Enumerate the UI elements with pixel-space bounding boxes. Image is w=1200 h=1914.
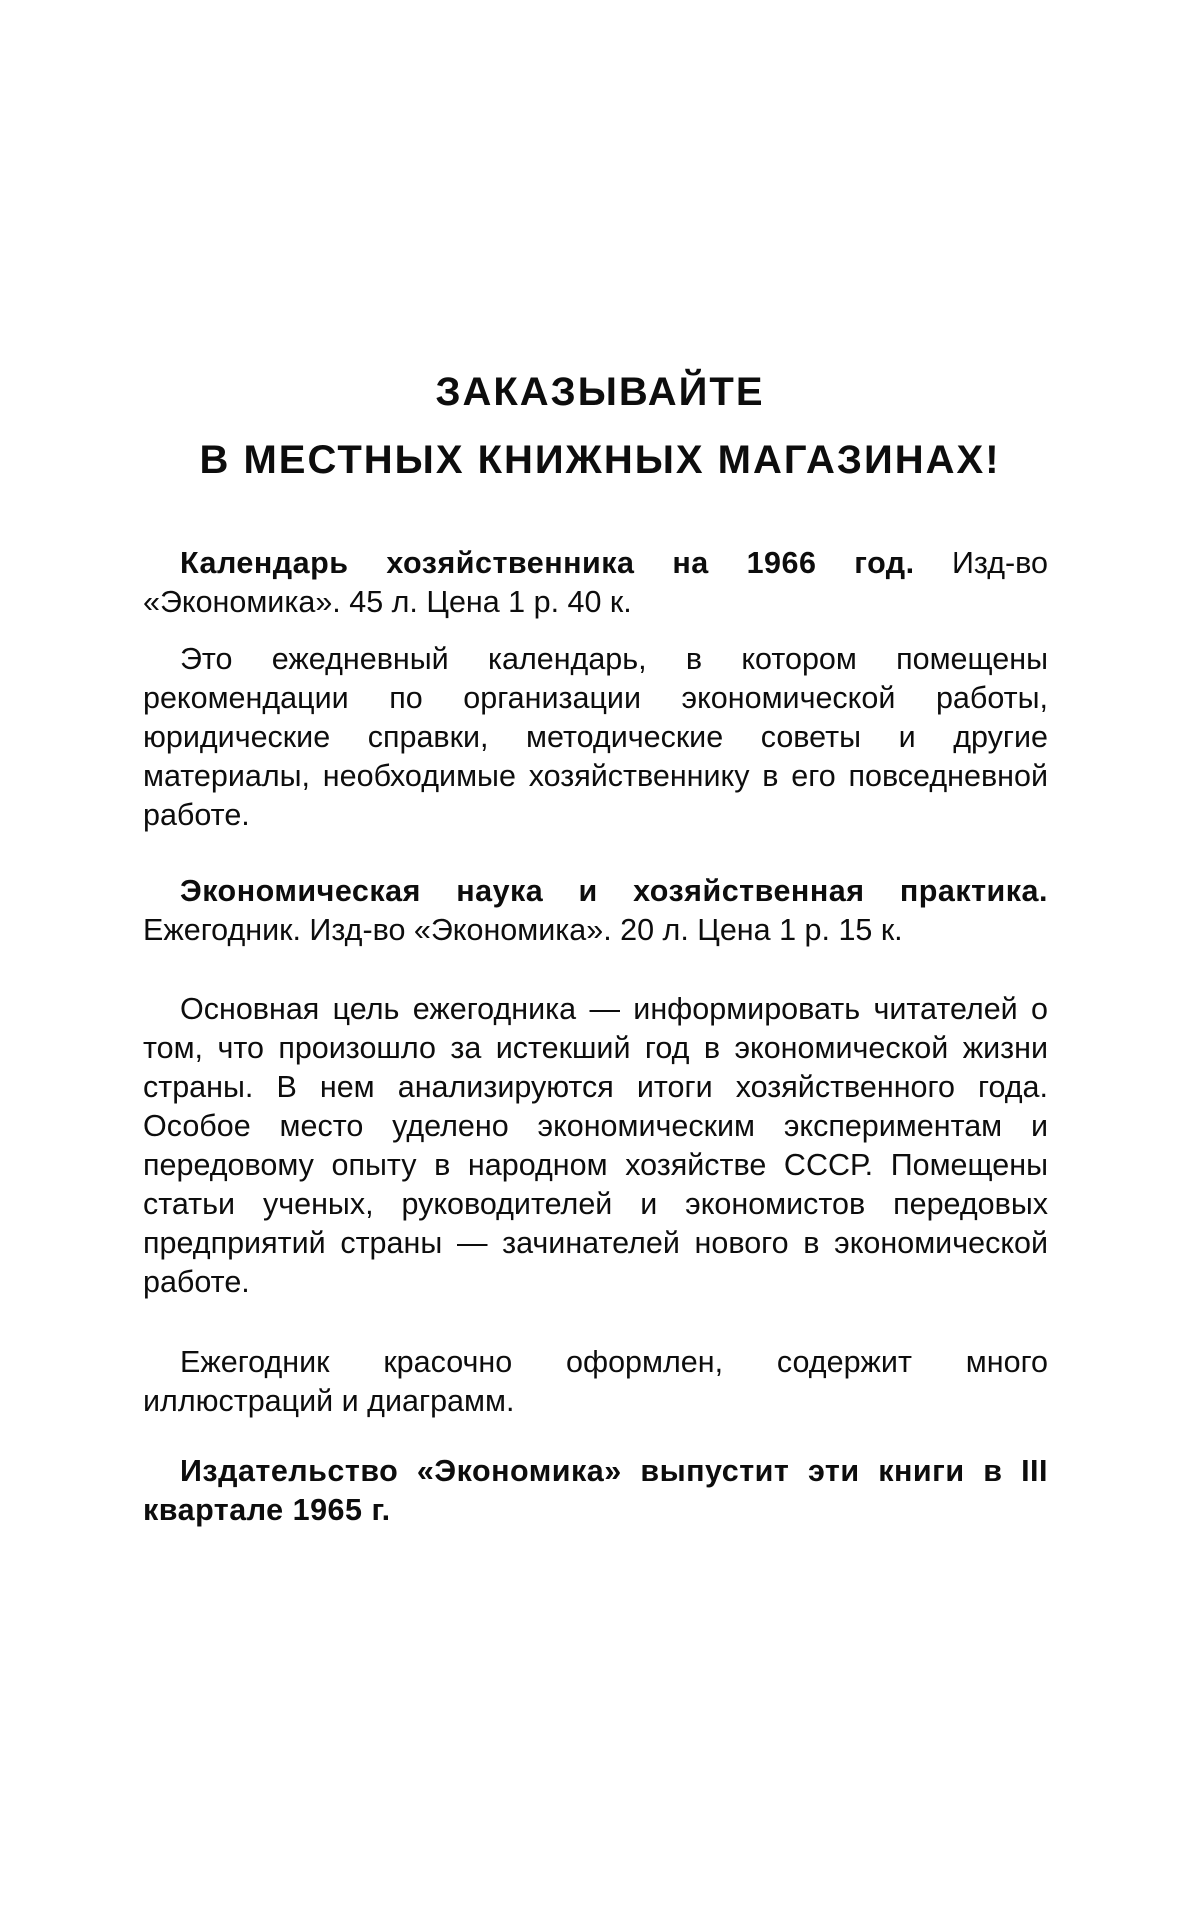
book-meta: Изд-во «Экономика». 45 л. Цена 1 р. 40 к. <box>143 546 1048 619</box>
footer-note: Издательство «Экономика» выпустит эти книги в III квартале 1965 г. <box>143 1454 1048 1527</box>
book-entry-yearbook <box>143 872 1048 950</box>
book-description-calendar <box>143 640 1048 835</box>
book-description: Это ежедневный календарь, в котором помещены рекомендации по организации экономической работы, юридические справки, методические советы и другие материалы, необходимые хозяйственнику в его повседневной работе. <box>143 642 1048 832</box>
book-entry-calendar <box>143 544 1048 622</box>
heading-line-2: В МЕСТНЫХ КНИЖНЫХ МАГАЗИНАХ! <box>199 438 1001 482</box>
book-title: Календарь хозяйственника на 1966 год. <box>180 546 915 580</box>
book-meta: Ежегодник. Изд-во «Экономика». 20 л. Цена 1 р. 15 к. <box>143 913 903 947</box>
book-extra: Ежегодник красочно оформлен, содержит много иллюстраций и диаграмм. <box>143 1345 1048 1418</box>
book-description: Основная цель ежегодника — информировать читателей о том, что произошло за истекший год в экономической жизни страны. В нем анализируются итоги хозяйственного года. Особое место уделено экономическим экспериментам и передовому опыту в народном хозяйстве СССР. Помещены статьи ученых, руководителей и экономистов передовых предприятий страны — зачинателей нового в экономической работе. <box>143 992 1048 1299</box>
book-extra-yearbook <box>143 1343 1048 1421</box>
book-title: Экономическая наука и хозяйственная практика. <box>180 874 1048 908</box>
heading-line-1: ЗАКАЗЫВАЙТЕ <box>435 370 765 414</box>
book-description-yearbook <box>143 990 1048 1302</box>
publisher-footer <box>143 1452 1048 1530</box>
